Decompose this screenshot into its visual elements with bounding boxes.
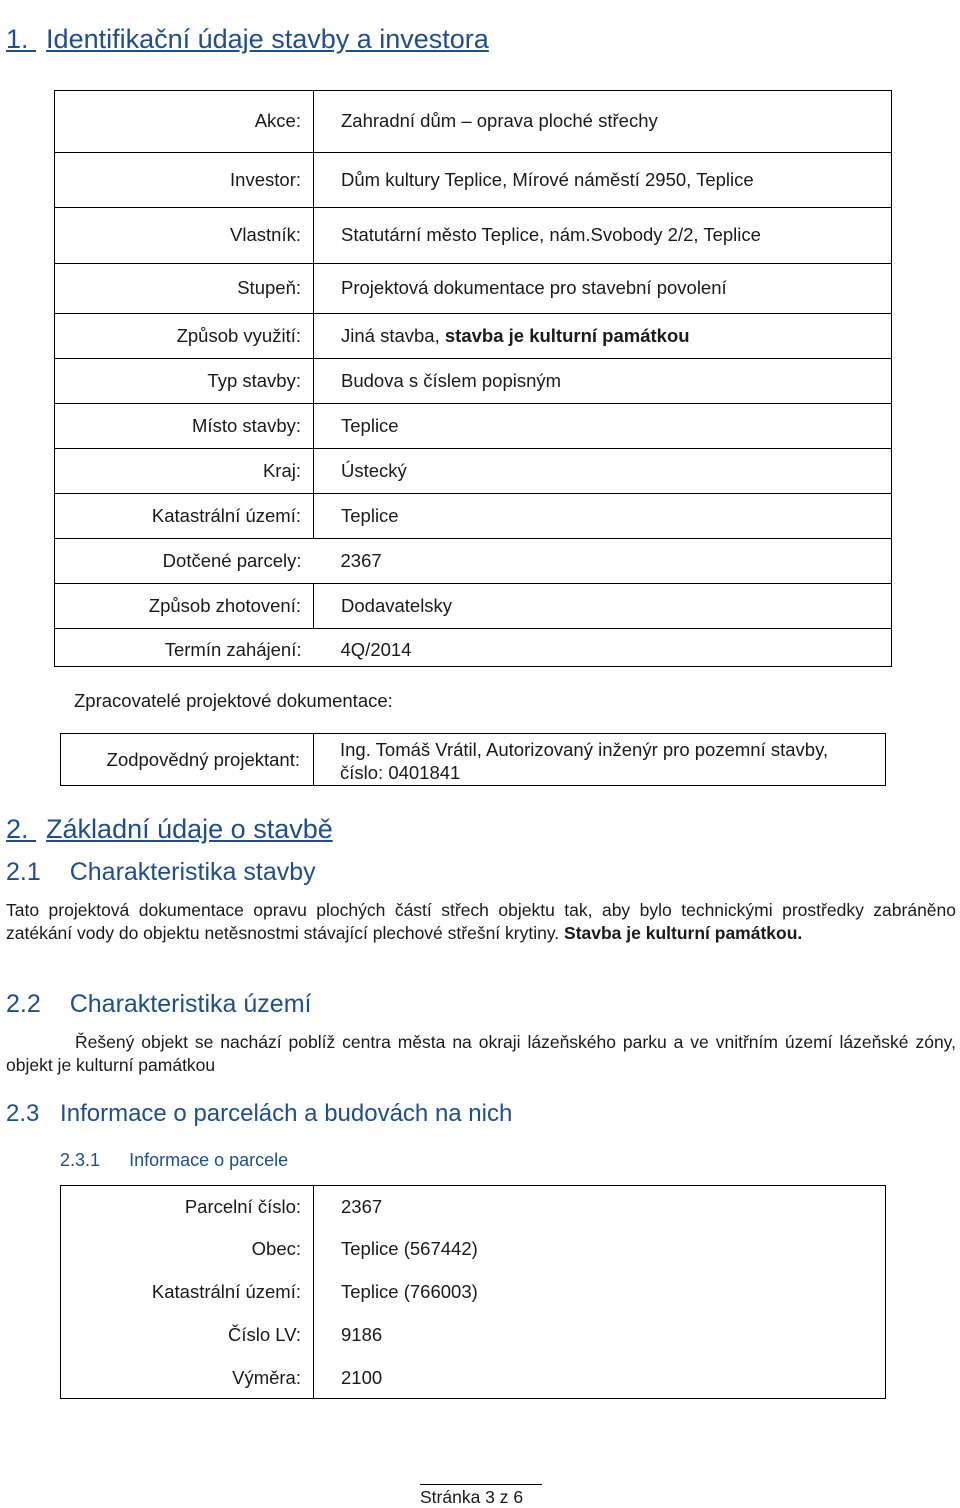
identification-table bbox=[55, 91, 891, 672]
table-row bbox=[55, 152, 891, 207]
section-title: Charakteristika stavby bbox=[69, 858, 316, 886]
section-number: 2.1 bbox=[6, 858, 41, 886]
paragraph-text: Tato projektová dokumentace opravu plochých částí střech objektu tak, aby bylo technickými prostředky zabráněno zatékání vody do objektu netěsnostmi stávající plechové střešní krytiny. bbox=[6, 900, 956, 943]
row-value bbox=[314, 207, 892, 263]
section-title: Informace o parcelách a budovách na nich bbox=[60, 1100, 513, 1127]
section-number: 2.3 bbox=[6, 1100, 40, 1127]
row-value-text: Zahradní dům – oprava ploché střechy bbox=[341, 110, 658, 132]
table-row bbox=[55, 538, 891, 583]
section-2-heading bbox=[6, 814, 333, 845]
row-label: Katastrální území: bbox=[151, 1280, 301, 1302]
section-2-3-1-heading bbox=[60, 1150, 288, 1171]
row-label: Kraj: bbox=[55, 448, 314, 493]
section-title: Charakteristika území bbox=[69, 990, 312, 1018]
row-label: Katastrální území: bbox=[55, 493, 314, 538]
table-row bbox=[61, 1313, 885, 1356]
row-label: Číslo LV: bbox=[228, 1323, 301, 1345]
table-row bbox=[55, 628, 891, 672]
row-label: Typ stavby: bbox=[55, 358, 314, 403]
row-value bbox=[314, 493, 892, 538]
section-2-1-paragraph bbox=[6, 899, 956, 945]
row-value-bold: stavba je kulturní památkou bbox=[444, 324, 690, 346]
table-row bbox=[55, 448, 891, 493]
row-value: 2100 bbox=[314, 1356, 886, 1399]
row-value: 9186 bbox=[314, 1313, 886, 1356]
section-number: 2. bbox=[6, 814, 29, 844]
section-number: 1. bbox=[6, 24, 29, 54]
row-value-text: Statutární město Teplice, nám.Svobody 2/2, Teplice bbox=[341, 224, 761, 245]
table-row bbox=[55, 91, 891, 152]
row-value bbox=[314, 538, 892, 583]
authors-heading: Zpracovatelé projektové dokumentace: bbox=[74, 690, 393, 711]
row-value: Teplice (766003) bbox=[314, 1270, 886, 1313]
section-2-2-heading bbox=[6, 990, 311, 1019]
row-label: Termín zahájení: bbox=[164, 639, 302, 661]
section-1-heading bbox=[6, 24, 489, 55]
row-value-text: Ústecký bbox=[341, 459, 407, 481]
section-2-2-paragraph: Řešený objekt se nachází poblíž centra města na okraji lázeňského parku a ve vnitřním území lázeňské zóny, objekt je kulturní památkou bbox=[6, 1032, 956, 1075]
section-title: Informace o parcele bbox=[129, 1150, 289, 1170]
section-number: 2.3.1 bbox=[60, 1150, 101, 1170]
row-value-text: Projektová dokumentace pro stavební povolení bbox=[341, 277, 727, 298]
table-row bbox=[55, 403, 891, 448]
designer-divider bbox=[313, 734, 314, 785]
row-value bbox=[314, 583, 892, 628]
row-value-text: Dodavatelsky bbox=[341, 594, 453, 616]
row-value: Teplice (567442) bbox=[314, 1227, 886, 1270]
designer-label: Zodpovědný projektant: bbox=[106, 749, 300, 770]
table-row bbox=[55, 583, 891, 628]
section-number: 2.2 bbox=[6, 990, 41, 1018]
row-label: Způsob zhotovení: bbox=[55, 583, 314, 628]
row-value-text: Budova s číslem popisným bbox=[341, 369, 562, 391]
footer-rule bbox=[420, 1484, 542, 1485]
table-row bbox=[61, 1186, 885, 1227]
row-label: Vlastník: bbox=[55, 207, 314, 263]
row-value-text: Dům kultury Teplice, Mírové náměstí 2950, Teplice bbox=[341, 168, 754, 190]
designer-line-2: číslo: 0401841 bbox=[340, 762, 461, 783]
section-2-1-heading bbox=[6, 858, 316, 887]
row-value bbox=[314, 152, 892, 207]
table-row bbox=[61, 1270, 885, 1313]
row-label: Akce: bbox=[55, 91, 314, 152]
row-value bbox=[314, 263, 892, 313]
row-label: Místo stavby: bbox=[55, 403, 314, 448]
page-number: Stránka 3 z 6 bbox=[420, 1487, 524, 1507]
row-value-text: 2367 bbox=[340, 549, 382, 571]
paragraph-bold-text: Stavba je kulturní památkou. bbox=[564, 923, 803, 943]
row-value bbox=[314, 448, 892, 493]
table-row bbox=[55, 358, 891, 403]
table-row bbox=[61, 1227, 885, 1270]
table-row bbox=[61, 1356, 885, 1399]
row-value bbox=[314, 91, 892, 152]
row-label: Parcelní číslo: bbox=[184, 1195, 301, 1217]
row-label: Stupeň: bbox=[55, 263, 314, 313]
row-value-text: Teplice bbox=[341, 504, 399, 526]
row-label: Investor: bbox=[55, 152, 314, 207]
section-title: Základní údaje o stavbě bbox=[46, 814, 333, 844]
row-label: Obec: bbox=[251, 1237, 301, 1259]
row-label: Výměra: bbox=[232, 1366, 301, 1388]
table-row bbox=[55, 207, 891, 263]
table-row bbox=[55, 263, 891, 313]
row-label: Dotčené parcely: bbox=[55, 538, 314, 583]
designer-value bbox=[340, 738, 828, 784]
row-value: 2367 bbox=[314, 1186, 886, 1227]
row-value bbox=[314, 358, 892, 403]
section-title: Identifikační údaje stavby a investora bbox=[46, 24, 489, 54]
parcel-table bbox=[61, 1186, 885, 1399]
row-label: Způsob využití: bbox=[55, 313, 314, 358]
section-2-3-heading bbox=[6, 1100, 512, 1128]
row-value-text: Teplice bbox=[341, 414, 399, 436]
row-value bbox=[314, 313, 892, 358]
table-row bbox=[55, 493, 891, 538]
table-row bbox=[55, 313, 891, 358]
row-value bbox=[314, 403, 892, 448]
row-value-text: 4Q/2014 bbox=[340, 639, 412, 661]
row-value bbox=[314, 628, 892, 672]
designer-line-1: Ing. Tomáš Vrátil, Autorizovaný inženýr pro pozemní stavby, bbox=[340, 739, 829, 760]
row-value-text: Jiná stavba, bbox=[341, 324, 445, 346]
